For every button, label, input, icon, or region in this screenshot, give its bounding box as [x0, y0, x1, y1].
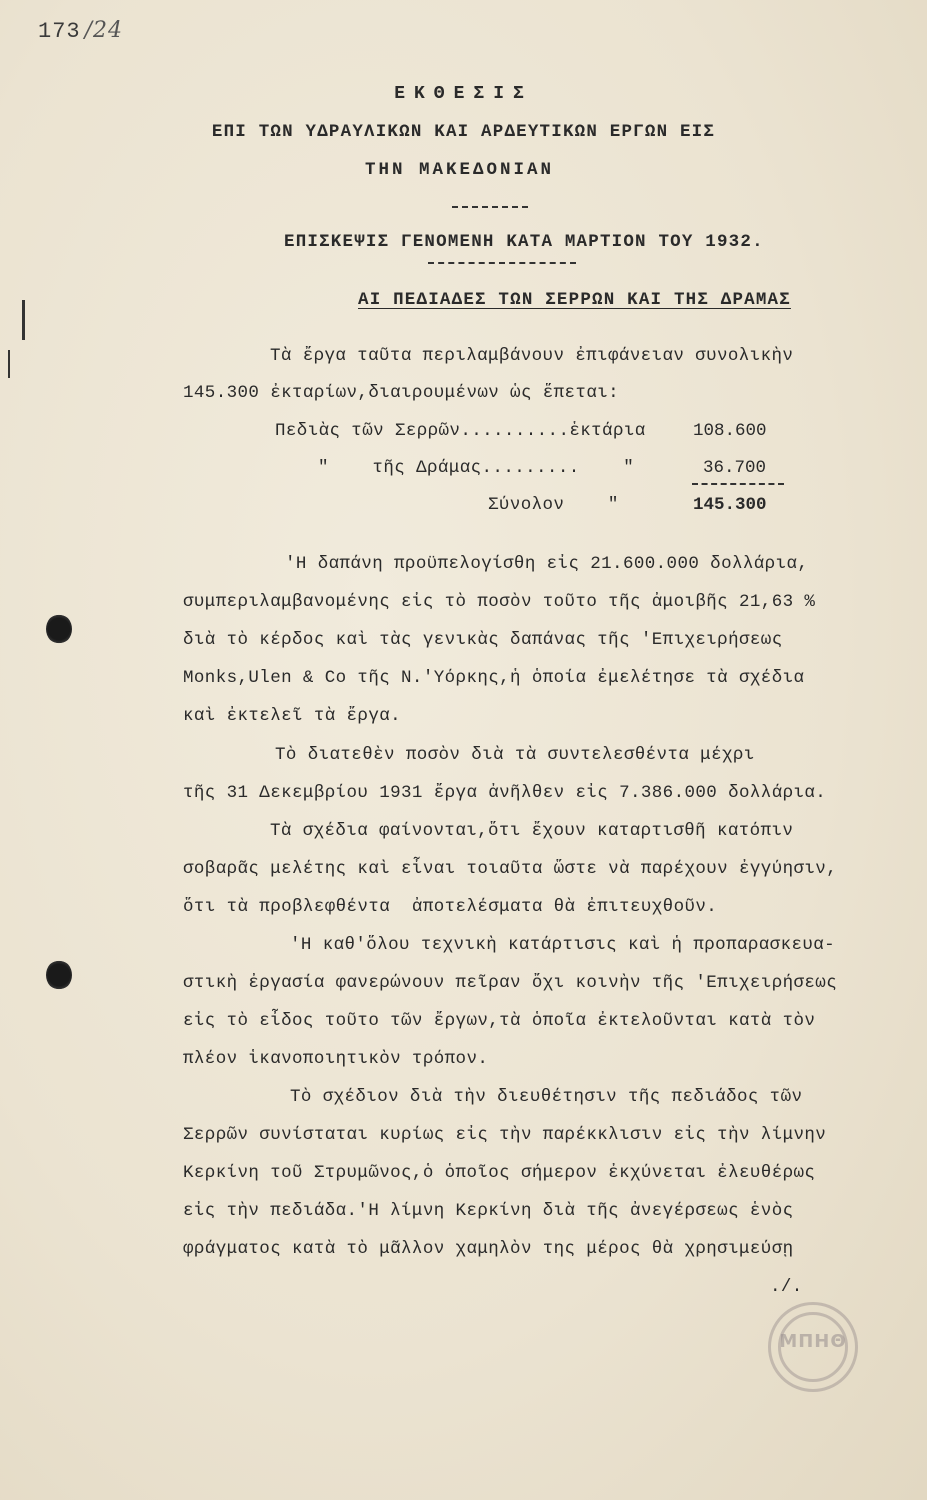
- table-row-label: " τῆς Δράμας......... ": [318, 458, 635, 478]
- paragraph-line: τῆς 31 Δεκεμβρίου 1931 ἔργα ἀνῆλθεν εἰς 7.386.000 δολλάρια.: [183, 783, 827, 803]
- table-row-value: 108.600: [693, 421, 767, 441]
- heading-line-3: ΤΗΝ ΜΑΚΕΔΟΝΙΑΝ: [365, 160, 555, 180]
- paragraph-line: συμπεριλαμβανομένης εἰς τὸ ποσὸν τοῦτο τῆς ἀμοιβῆς 21,63 %: [183, 592, 816, 612]
- paragraph-line: εἰς τὴν πεδιάδα.'Η λίμνη Κερκίνη διὰ τῆς ἀνεγέρσεως ἑνὸς: [183, 1201, 794, 1221]
- visit-line: ΕΠΙΣΚΕΨΙΣ ΓΕΝΟΜΕΝΗ ΚΑΤΑ ΜΑΡΤΙΟΝ ΤΟΥ 1932.: [284, 232, 764, 252]
- intro-line-1: Τὰ ἔργα ταῦτα περιλαμβάνουν ἐπιφάνειαν συνολικὴν: [270, 346, 794, 366]
- paragraph-line: στικὴ ἐργασία φανερώνουν πεῖραν ὄχι κοινὴν τῆς 'Επιχειρήσεως: [183, 973, 838, 993]
- heading-divider: [452, 206, 528, 208]
- table-total-value: 145.300: [693, 495, 767, 515]
- paragraph-line: εἰς τὸ εἶδος τοῦτο τῶν ἔργων,τὰ ὁποῖα ἐκτελοῦνται κατὰ τὸν: [183, 1011, 816, 1031]
- paragraph-line: καὶ ἐκτελεῖ τὰ ἔργα.: [183, 706, 402, 726]
- sum-rule: [692, 483, 784, 485]
- paragraph-line: σοβαρᾶς μελέτης καὶ εἶναι τοιαῦτα ὥστε νὰ παρέχουν ἐγγύησιν,: [183, 859, 838, 879]
- punch-hole-lower: [46, 960, 72, 990]
- table-total-label: Σύνολον ": [488, 495, 619, 515]
- paragraph-line: ὅτι τὰ προβλεφθέντα ἀποτελέσματα θὰ ἐπιτευχθοῦν.: [183, 897, 718, 917]
- paragraph-line: 'Η καθ'ὅλου τεχνικὴ κατάρτισις καὶ ἡ προπαρασκευα-: [290, 935, 836, 955]
- table-row-label: Πεδιὰς τῶν Σερρῶν..........ἑκτάρια: [275, 421, 646, 441]
- paragraph-line: 'Η δαπάνη προϋπελογίσθη εἰς 21.600.000 δολλάρια,: [285, 554, 809, 574]
- margin-mark: [22, 300, 25, 340]
- heading-line-2: ΕΠΙ ΤΩΝ ΥΔΡΑΥΛΙΚΩΝ ΚΑΙ ΑΡΔΕΥΤΙΚΩΝ ΕΡΓΩΝ ΕΙΣ: [211, 122, 716, 142]
- paragraph-line: πλέον ἱκανοποιητικὸν τρόπον.: [183, 1049, 489, 1069]
- paragraph-line: Monks,Ulen & Co τῆς Ν.'Υόρκης,ἡ ὁποία ἐμελέτησε τὰ σχέδια: [183, 668, 805, 688]
- visit-divider: [428, 262, 576, 264]
- paragraph-line: Κερκίνη τοῦ Στρυμῶνος,ὁ ὁποῖος σήμερον ἐκχύνεται ἐλευθέρως: [183, 1163, 816, 1183]
- table-row-value: 36.700: [703, 458, 767, 478]
- paragraph-line: Σερρῶν συνίσταται κυρίως εἰς τὴν παρέκκλισιν εἰς τὴν λίμνην: [183, 1125, 827, 1145]
- page-number-printed: 173: [38, 19, 81, 44]
- paragraph-line: φράγματος κατὰ τὸ μᾶλλον χαμηλὸν της μέρος θὰ χρησιμεύσῃ: [183, 1239, 794, 1259]
- paragraph-line: Τὸ διατεθὲν ποσὸν διὰ τὰ συντελεσθέντα μέχρι: [275, 745, 755, 765]
- continuation-mark: ./.: [770, 1277, 803, 1297]
- paragraph-line: διὰ τὸ κέρδος καὶ τὰς γενικὰς δαπάνας τῆς 'Επιχειρήσεως: [183, 630, 783, 650]
- paragraph-line: Τὸ σχέδιον διὰ τὴν διευθέτησιν τῆς πεδιάδος τῶν: [290, 1087, 803, 1107]
- paragraph-line: Τὰ σχέδια φαίνονται,ὅτι ἔχουν καταρτισθῆ κατόπιν: [270, 821, 794, 841]
- page-number-handwritten: /24: [84, 18, 124, 43]
- heading-title: ΕΚΘΕΣΙΣ: [394, 84, 533, 104]
- archive-seal: [768, 1302, 858, 1392]
- intro-line-2: 145.300 ἐκταρίων,διαιρουμένων ὡς ἕπεται:: [183, 383, 620, 403]
- margin-mark: [8, 350, 10, 378]
- punch-hole-upper: [46, 614, 72, 644]
- page-number: [38, 18, 123, 44]
- archive-seal-text: ΜΠΗΘ: [779, 1331, 847, 1352]
- section-heading: ΑΙ ΠΕΔΙΑΔΕΣ ΤΩΝ ΣΕΡΡΩΝ ΚΑΙ ΤΗΣ ΔΡΑΜΑΣ: [358, 290, 791, 310]
